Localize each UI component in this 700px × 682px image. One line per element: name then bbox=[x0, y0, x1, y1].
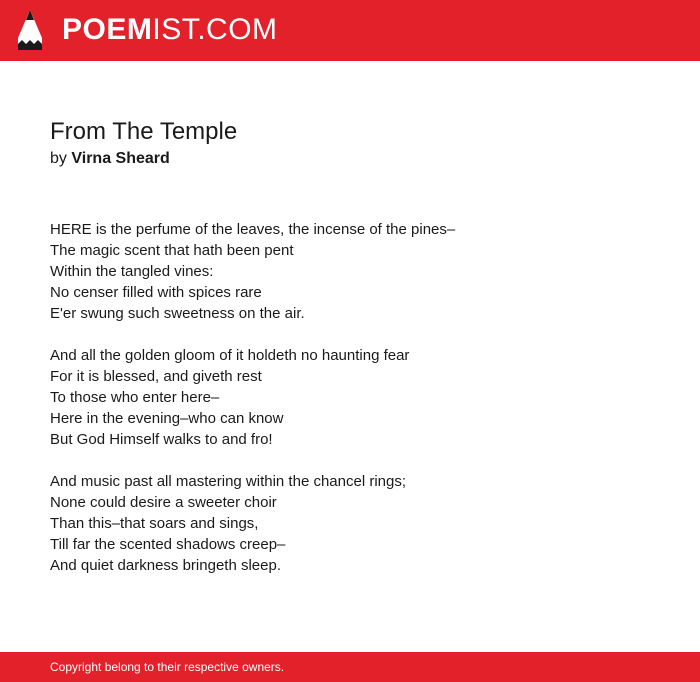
poem-title: From The Temple bbox=[50, 118, 238, 145]
poem-line: Till far the scented shadows creep– bbox=[50, 536, 286, 553]
author-name: Virna Sheard bbox=[71, 150, 170, 167]
poem-line: For it is blessed, and giveth rest bbox=[50, 368, 262, 385]
poem-line: None could desire a sweeter choir bbox=[50, 494, 277, 511]
poem-line: Here in the evening–who can know bbox=[50, 410, 284, 427]
byline bbox=[50, 149, 170, 169]
copyright-text: Copyright belong to their respective owners. bbox=[50, 660, 285, 674]
pencil-tip-icon[interactable] bbox=[17, 8, 43, 52]
poem-line: Within the tangled vines: bbox=[50, 263, 214, 280]
poem-line: The magic scent that hath been pent bbox=[50, 242, 294, 259]
site-header bbox=[0, 0, 700, 61]
poem-line: No censer filled with spices rare bbox=[50, 284, 262, 301]
poem-line: Than this–that soars and sings, bbox=[50, 515, 259, 532]
stanza bbox=[50, 345, 455, 450]
poem-body bbox=[50, 219, 455, 597]
logo-light: IST.COM bbox=[152, 13, 278, 46]
poem-line: And all the golden gloom of it holdeth no haunting fear bbox=[50, 347, 410, 364]
logo-bold: POEM bbox=[62, 13, 153, 46]
poem-line: But God Himself walks to and fro! bbox=[50, 431, 273, 448]
poem-line: And music past all mastering within the chancel rings; bbox=[50, 473, 407, 490]
poem-line: To those who enter here– bbox=[50, 389, 220, 406]
poem-line: And quiet darkness bringeth sleep. bbox=[50, 557, 281, 574]
site-logo[interactable] bbox=[62, 12, 278, 48]
stanza bbox=[50, 219, 455, 324]
poem-line: E'er swung such sweetness on the air. bbox=[50, 305, 305, 322]
site-footer bbox=[0, 652, 700, 682]
by-label: by bbox=[50, 150, 67, 167]
poem-line: HERE is the perfume of the leaves, the incense of the pines– bbox=[50, 221, 456, 238]
stanza bbox=[50, 471, 455, 576]
